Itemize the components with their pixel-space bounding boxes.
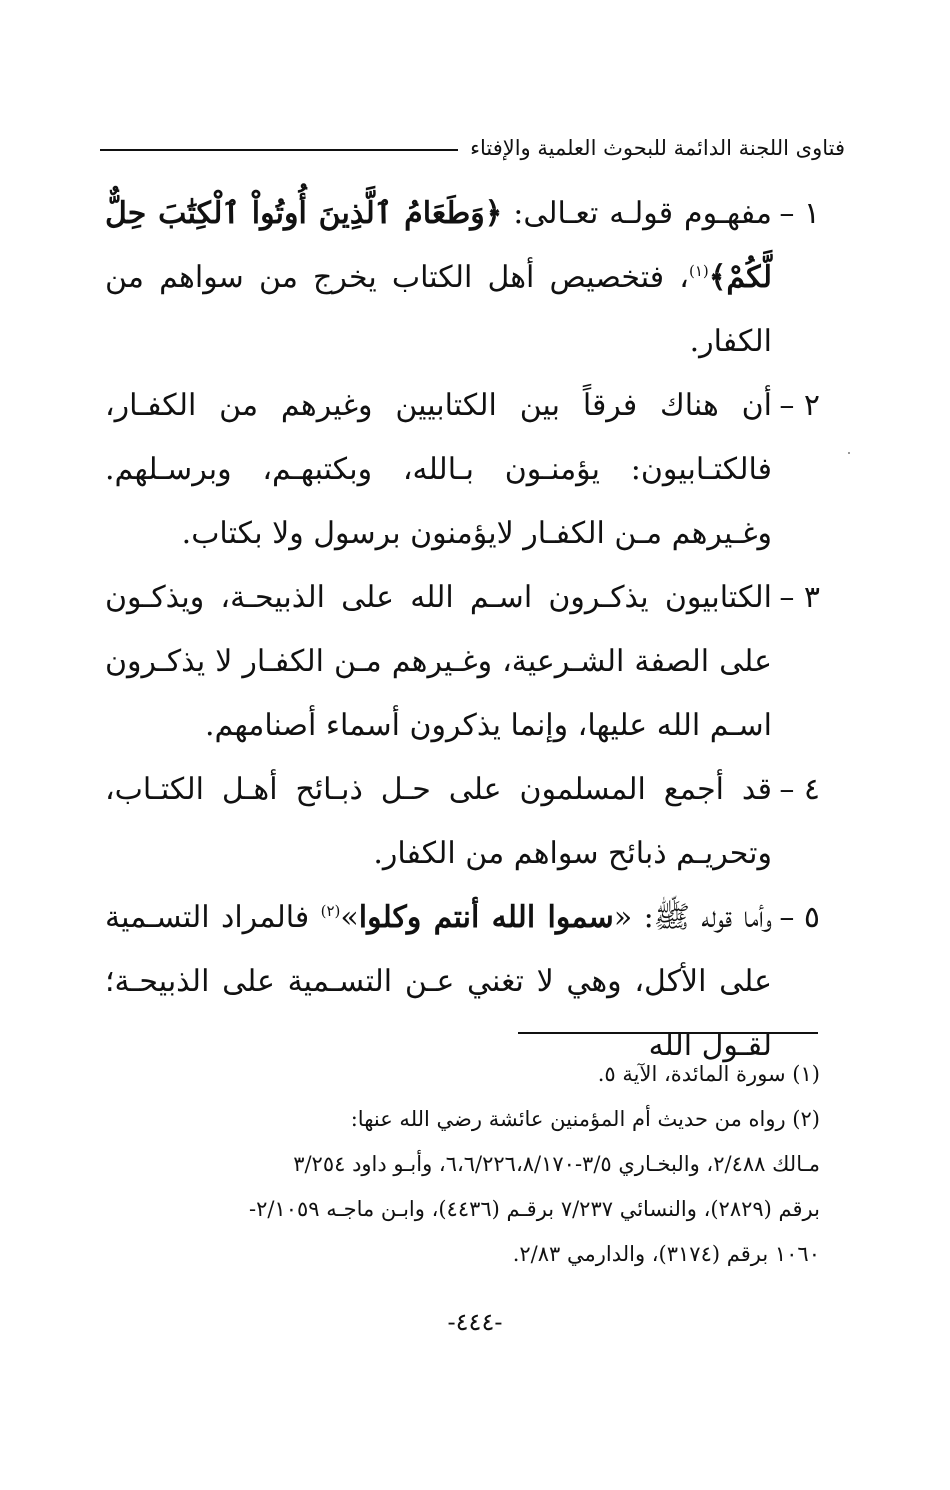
quote-close: »: [340, 900, 359, 935]
body-text: [105, 182, 820, 1078]
item-text: ، فتخصيص أهل الكتاب يخرج من سواهم من الكفار.: [105, 260, 772, 359]
item-number: ٢ –: [779, 388, 820, 423]
footnote-separator: [518, 1032, 818, 1034]
item-text: مفهـوم قولـه تعـالى:: [502, 196, 772, 231]
item-text: أن هناك فرقاً بين الكتابيين وغيرهم من الكفـار، فالكتـابيون: يؤمنـون بـالله، وبكتبهـم، وبرسـلهم. وغـيرهم مـن الكفـار لايؤمنون برسول ولا بكتاب.: [105, 388, 772, 551]
item-number: ١ –: [779, 196, 820, 231]
footnote-2-line-2: مـالك ٢/٤٨٨، والبخـاري ٣/٥-٦،٦/٢٢٦،٨/١٧٠، وأبـو داود ٣/٢٥٤: [293, 1152, 820, 1176]
hadith-quote: سموا الله أنتم وكلوا: [358, 900, 614, 935]
list-item-1: [105, 182, 820, 374]
page-number: -٤٤٤-: [447, 1308, 503, 1336]
margin-mark: [848, 452, 850, 454]
list-item-2: [105, 374, 820, 566]
header-rule: [100, 149, 458, 151]
quran-verse: ﴿وَطَعَامُ ٱلَّذِينَ أُوتُواْ ٱلْكِتَٰبَ حِلٌّ لَّكُمْ﴾: [105, 196, 772, 295]
list-item-5: [105, 886, 820, 1078]
item-number: ٤ –: [779, 772, 820, 807]
item-number: ٥ –: [779, 900, 820, 935]
running-header: [100, 128, 845, 168]
list-item-4: [105, 758, 820, 886]
footnote-2-line-4: ١٠٦٠ برقم (٣١٧٤)، والدارمي ٢/٨٣.: [512, 1242, 820, 1266]
footnotes: [100, 1052, 820, 1277]
item-text: قد أجمع المسلمون على حـل ذبـائح أهـل الكتـاب، وتحريـم ذبائح سواهم من الكفار.: [105, 772, 772, 871]
item-text: الكتابيون يذكـرون اسـم الله على الذبيحـة، ويذكـون على الصفة الشـرعية، وغـيرهم مـن الكفـار لا يذكـرون اسـم الله عليها، وإنما يذكرون أسماء أصنامهم.: [105, 580, 772, 743]
footnote-ref: (٢): [320, 902, 341, 920]
footnote-2: (٢) رواه من حديث أم المؤمنين عائشة رضي الله عنها:: [350, 1107, 820, 1131]
footnote-1: (١) سورة المائدة، الآية ٥.: [597, 1062, 820, 1086]
footnote-2-line-3: برقم (٢٨٢٩)، والنسائي ٧/٢٣٧ برقـم (٤٤٣٦)، وابـن ماجـه ٢/١٠٥٩-: [248, 1197, 820, 1221]
item-text: فالمراد التسـمية على الأكل، وهي لا تغني عـن التسـمية على الذبيحـة؛ لقـول الله: [105, 900, 772, 1063]
header-title: فتاوى اللجنة الدائمة للبحوث العلمية والإفتاء: [470, 136, 845, 160]
list-item-3: [105, 566, 820, 758]
item-number: ٣ –: [779, 580, 820, 615]
item-text: وأما قوله ﷺ: «: [613, 900, 772, 935]
footnote-ref: (١): [688, 262, 709, 280]
